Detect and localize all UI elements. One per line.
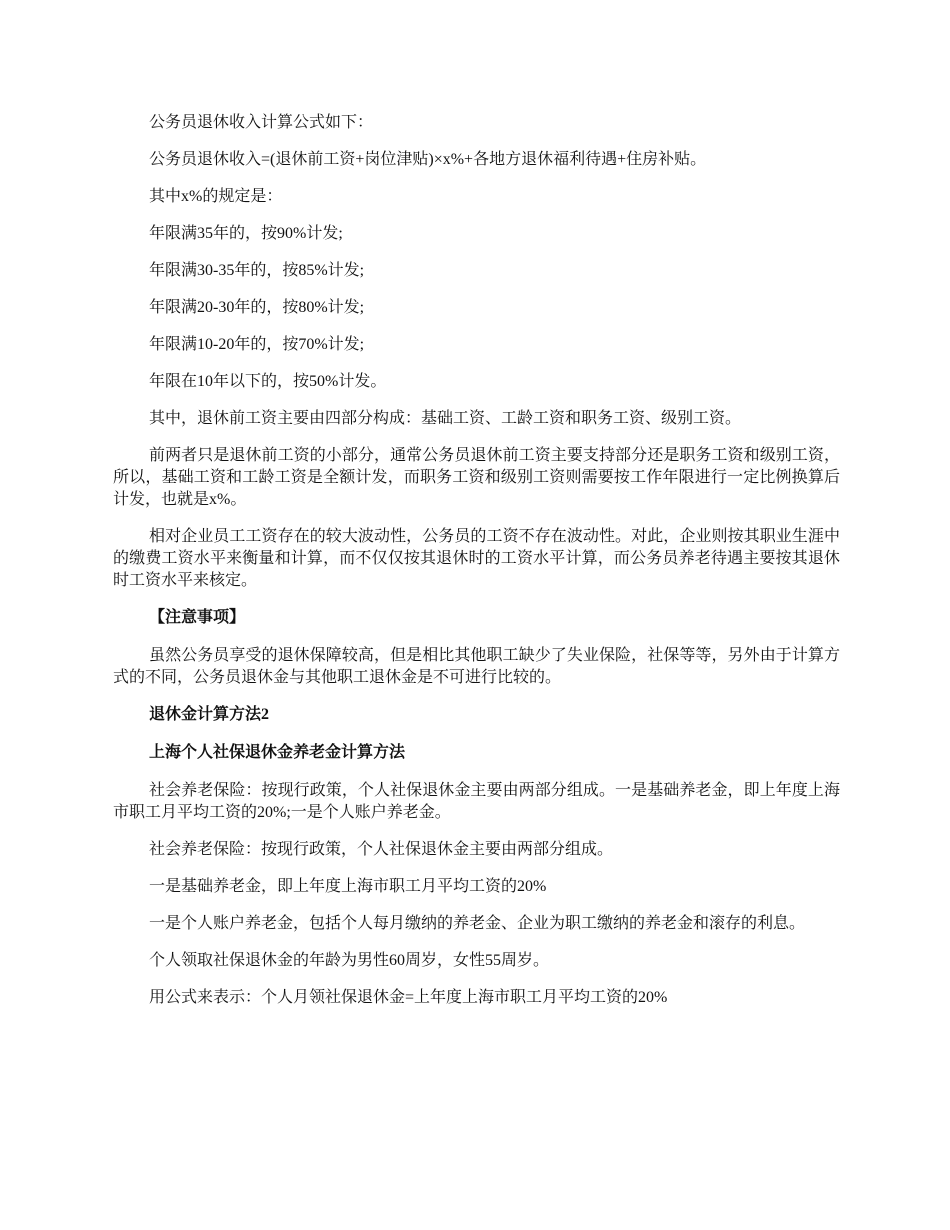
document-page [113, 112, 840, 1024]
paragraph-formula: 公务员退休收入=(退休前工资+岗位津贴)×x%+各地方退休福利待遇+住房补贴。 [149, 151, 707, 168]
paragraph-shanghai-two-parts: 社会养老保险：按现行政策，个人社保退休金主要由两部分组成。 [149, 841, 614, 858]
paragraph-rule-35: 年限满35年的，按90%计发; [149, 225, 343, 242]
paragraph-salary-composition: 其中，退休前工资主要由四部分构成：基础工资、工龄工资和职务工资、级别工资。 [149, 410, 742, 427]
paragraph-formula-shanghai: 用公式来表示：个人月领社保退休金=上年度上海市职工月平均工资的20% [149, 989, 668, 1006]
paragraph-volatility: 相对企业员工工资存在的较大波动性，公务员的工资不存在波动性。对此，企业则按其职业生涯中的缴费工资水平来衡量和计算，而不仅仅按其退休时的工资水平计算，而公务员养老待遇主要按其退休时工资水平来核定。 [113, 528, 840, 589]
heading-shanghai: 上海个人社保退休金养老金计算方法 [149, 744, 406, 761]
paragraph-basic-pension: 一是基础养老金，即上年度上海市职工月平均工资的20% [149, 878, 547, 895]
heading-notice: 【注意事项】 [149, 609, 246, 626]
paragraph-formula-intro: 公务员退休收入计算公式如下： [149, 114, 374, 131]
paragraph-retirement-age: 个人领取社保退休金的年龄为男性60周岁，女性55周岁。 [149, 952, 550, 969]
paragraph-account-pension: 一是个人账户养老金，包括个人每月缴纳的养老金、企业为职工缴纳的养老金和滚存的利息。 [149, 915, 806, 932]
heading-method-2: 退休金计算方法2 [149, 706, 270, 723]
paragraph-notice-body: 虽然公务员享受的退休保障较高，但是相比其他职工缺少了失业保险，社保等等，另外由于计算方式的不同，公务员退休金与其他职工退休金是不可进行比较的。 [113, 647, 840, 686]
paragraph-shanghai-intro: 社会养老保险：按现行政策，个人社保退休金主要由两部分组成。一是基础养老金，即上年度上海市职工月平均工资的20%;一是个人账户养老金。 [113, 782, 840, 821]
paragraph-salary-explanation: 前两者只是退休前工资的小部分，通常公务员退休前工资主要支持部分还是职务工资和级别工资，所以，基础工资和工龄工资是全额计发，而职务工资和级别工资则需要按工作年限进行一定比例换算后计发，也就是x%。 [113, 447, 840, 508]
paragraph-rule-under-10: 年限在10年以下的，按50%计发。 [149, 373, 387, 390]
paragraph-x-rule-intro: 其中x%的规定是： [149, 188, 283, 205]
paragraph-rule-30-35: 年限满30-35年的，按85%计发; [149, 262, 365, 279]
paragraph-rule-10-20: 年限满10-20年的，按70%计发; [149, 336, 365, 353]
paragraph-rule-20-30: 年限满20-30年的，按80%计发; [149, 299, 365, 316]
